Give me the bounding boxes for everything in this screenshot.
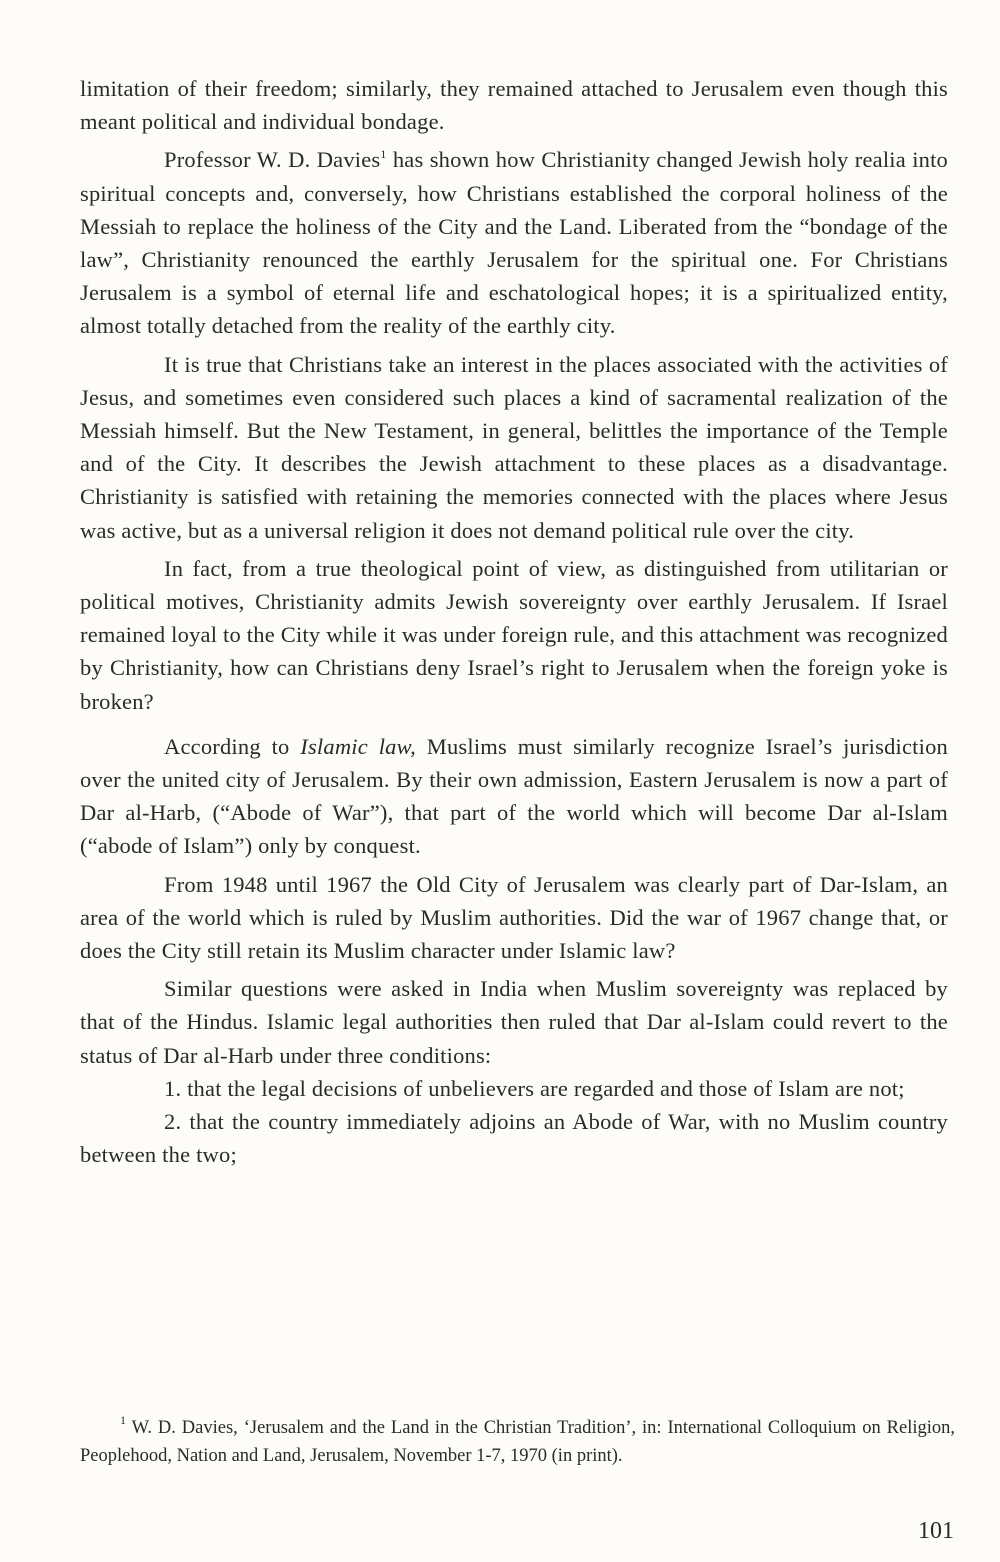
paragraph-5-rest: Muslims must similarly recognize Israel’s jurisdiction over the united city of Jerusalem. By their own admission, Eastern Jerusalem is now a part of Dar al-Harb, (“Abode of War”), that part of the world which will become Dar al-Islam (“abode of Islam”) only by conquest. xyxy=(80,733,948,859)
list-item-1: 1. that the legal decisions of unbelievers are regarded and those of Islam are not; xyxy=(164,1075,905,1101)
paragraph-2-rest: has shown how Christianity changed Jewish holy realia into spiritual concepts and, conversely, how Christians established the corporal holiness of the Messiah to replace the holiness of the City and the Land. Liberated from the “bondage of the law”, Christianity renounced the earthly Jerusalem for the spiritual one. For Christians Jerusalem is a symbol of eternal life and eschatological hopes; it is a spiritualized entity, almost totally detached from the reality of the earthly city. xyxy=(80,147,948,339)
footnote-reference: 1 xyxy=(380,147,387,162)
footnotes xyxy=(80,1414,955,1470)
islamic-law-italic: Islamic law, xyxy=(300,733,416,759)
paragraph-7: Similar questions were asked in India when Muslim sovereignty was replaced by that of the Hindus. Islamic legal authorities then ruled that Dar al-Islam could revert to the status of Dar al-Harb under three conditions: xyxy=(80,976,948,1068)
paragraph-2-start: Professor W. D. Davies xyxy=(164,147,381,173)
page-number: 101 xyxy=(918,1518,954,1544)
footnote-1 xyxy=(80,1414,955,1470)
paragraph-6: From 1948 until 1967 the Old City of Jerusalem was clearly part of Dar-Islam, an area of the world which is ruled by Muslim authorities. Did the war of 1967 change that, or does the City still retain its Muslim character under Islamic law? xyxy=(80,871,948,964)
paragraph-5-start: According to xyxy=(164,733,301,759)
footnote-text: W. D. Davies, ‘Jerusalem and the Land in the Christian Tradition’, in: International Colloquium on Religion, Peoplehood, Nation and Land, Jerusalem, November 1-7, 1970 (in print). xyxy=(80,1418,955,1466)
body-text xyxy=(80,72,948,1172)
paragraph-2 xyxy=(80,143,948,342)
paragraph-4: In fact, from a true theological point of view, as distinguished from utilitarian or political motives, Christianity admits Jewish sovereignty over earthly Jerusalem. If Israel remained loyal to the City while it was under foreign rule, and this attachment was recognized by Christianity, how can Christians deny Israel’s right to Jerusalem when the foreign yoke is broken? xyxy=(80,555,948,714)
paragraph-1: limitation of their freedom; similarly, they remained attached to Jerusalem even though this meant political and individual bondage. xyxy=(80,76,948,135)
footnote-marker: 1 xyxy=(120,1413,126,1427)
paragraph-3: It is true that Christians take an interest in the places associated with the activities of Jesus, and sometimes even considered such places a kind of sacramental realization of the Messiah himself. But the New Testament, in general, belittles the importance of the Temple and of the City. It describes the Jewish attachment to these places as a disadvantage. Christianity is satisfied with retaining the memories connected with the places where Jesus was active, but as a universal religion it does not demand political rule over the city. xyxy=(80,351,948,543)
list-item-2: 2. that the country immediately adjoins an Abode of War, with no Muslim country between the two; xyxy=(80,1109,948,1168)
paragraph-5 xyxy=(80,730,948,863)
